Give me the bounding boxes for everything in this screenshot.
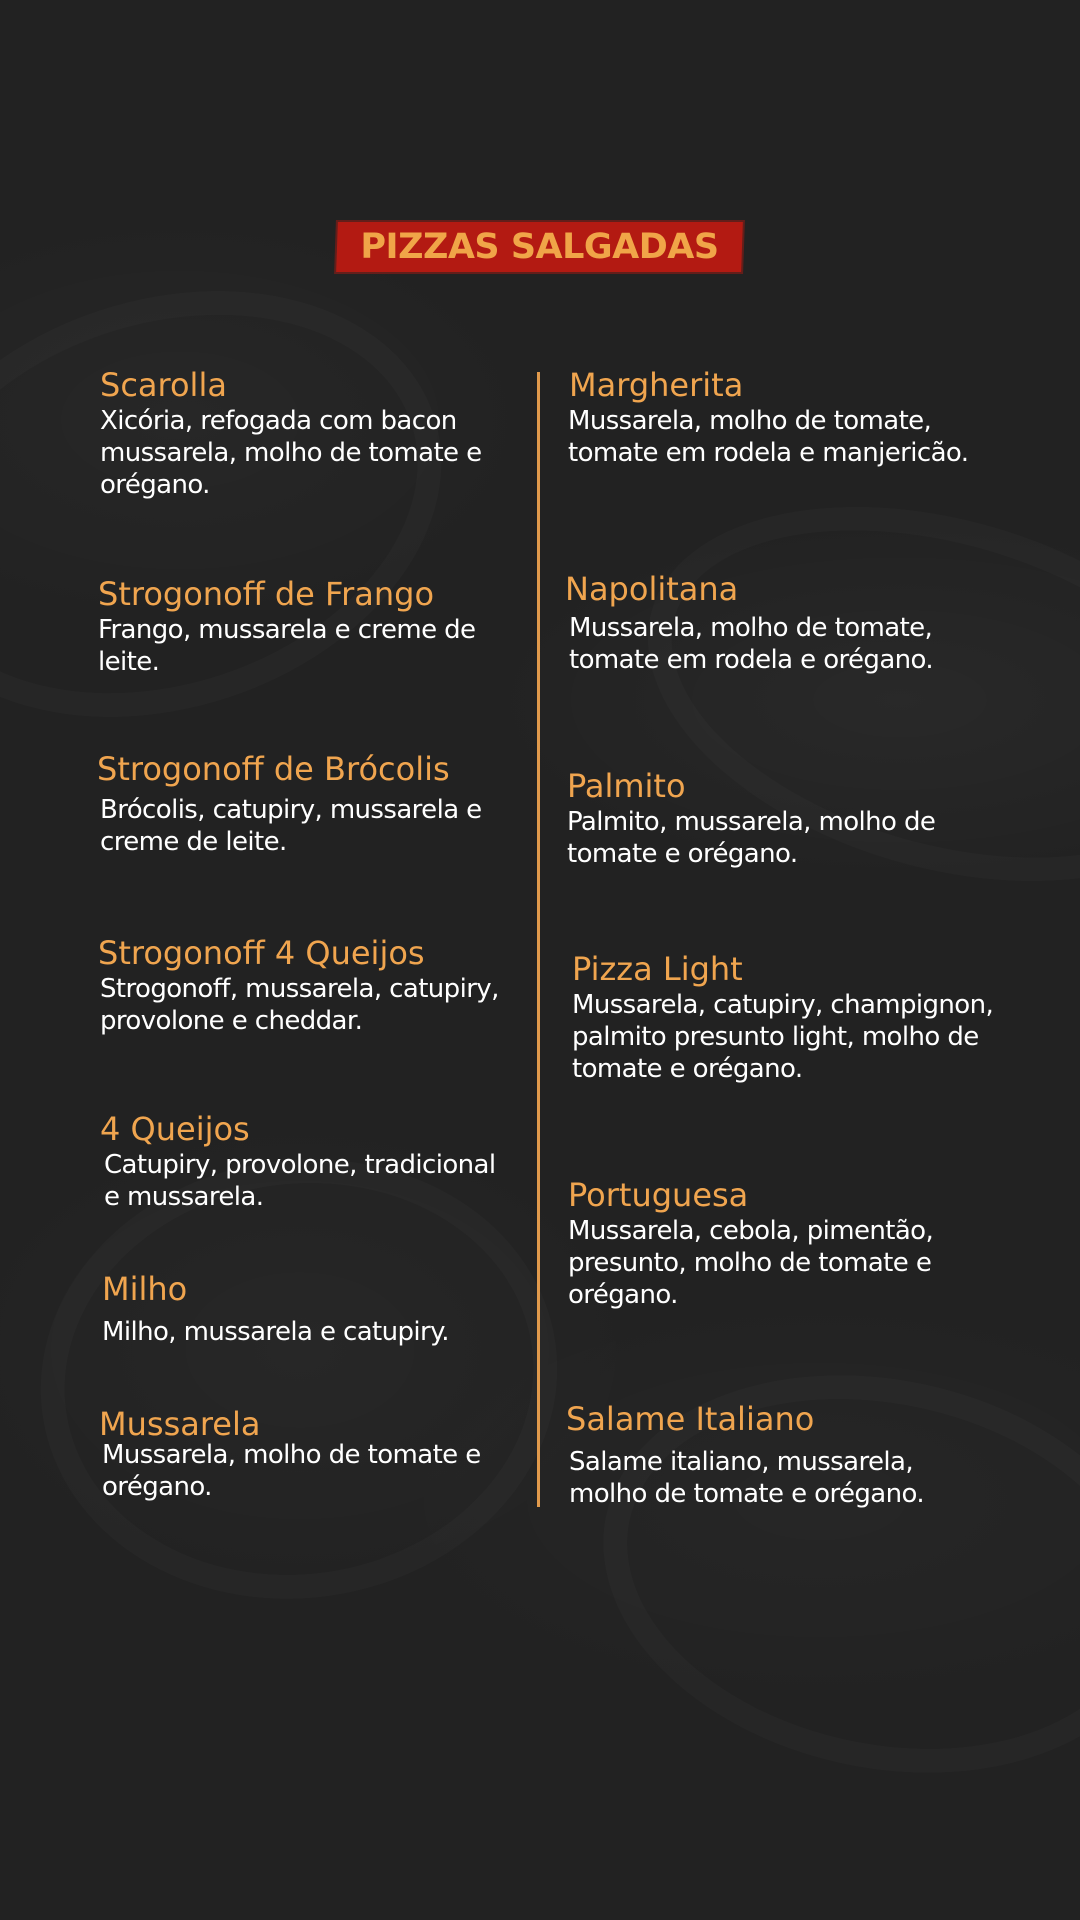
item-description: Palmito, mussarela, molho de tomate e orégano. [567,807,936,869]
item-description: Brócolis, catupiry, mussarela e creme de leite. [100,795,482,857]
item-description: Salame italiano, mussarela, molho de tomate e orégano. [569,1447,925,1509]
item-description: Catupiry, provolone, tradicional e mussarela. [104,1150,496,1212]
item-name: Palmito [567,767,686,805]
item-description: Xicória, refogada com bacon mussarela, molho de tomate e orégano. [100,406,482,500]
item-description: Mussarela, molho de tomate, tomate em rodela e orégano. [569,613,934,675]
menu-item-strogonoff-4-queijos [98,934,518,1037]
menu-item-strogonoff-frango [98,575,518,678]
item-name: Salame Italiano [566,1400,815,1438]
background-brush-stroke [0,222,497,786]
menu-item-portuguesa [568,1176,988,1311]
item-name: Strogonoff 4 Queijos [98,934,425,972]
item-description: Mussarela, cebola, pimentão, presunto, molho de tomate e orégano. [568,1216,934,1310]
item-name: Margherita [569,366,744,404]
item-description: Mussarela, molho de tomate e orégano. [102,1440,481,1502]
menu-item-strogonoff-brocolis [97,750,517,858]
menu-item-mussarela [99,1405,519,1503]
item-description: Frango, mussarela e creme de leite. [98,615,476,677]
item-name: 4 Queijos [100,1110,250,1148]
menu-item-4-queijos [100,1110,520,1213]
menu-item-pizza-light [572,950,992,1085]
item-description: Milho, mussarela e catupiry. [102,1317,449,1347]
item-name: Milho [102,1270,188,1308]
menu-item-salame-italiano [566,1400,986,1510]
item-description: Mussarela, catupiry, champignon, palmito presunto light, molho de tomate e orégano. [572,990,994,1084]
menu-item-milho [102,1270,522,1348]
item-name: Scarolla [100,366,227,404]
item-name: Strogonoff de Brócolis [97,750,450,788]
item-name: Napolitana [565,570,739,608]
item-name: Pizza Light [572,950,743,988]
item-description: Mussarela, molho de tomate, tomate em rodela e manjericão. [568,406,969,468]
item-name: Mussarela [99,1405,261,1443]
menu-item-scarolla [100,366,520,501]
menu-item-napolitana [565,570,985,676]
menu-item-margherita [569,366,989,469]
item-name: Portuguesa [568,1176,749,1214]
column-divider [537,372,540,1507]
menu-title: PIZZAS SALGADAS [360,227,719,267]
item-name: Strogonoff de Frango [98,575,435,613]
menu-item-palmito [567,767,987,870]
item-description: Strogonoff, mussarela, catupiry, provolone e cheddar. [100,974,499,1036]
